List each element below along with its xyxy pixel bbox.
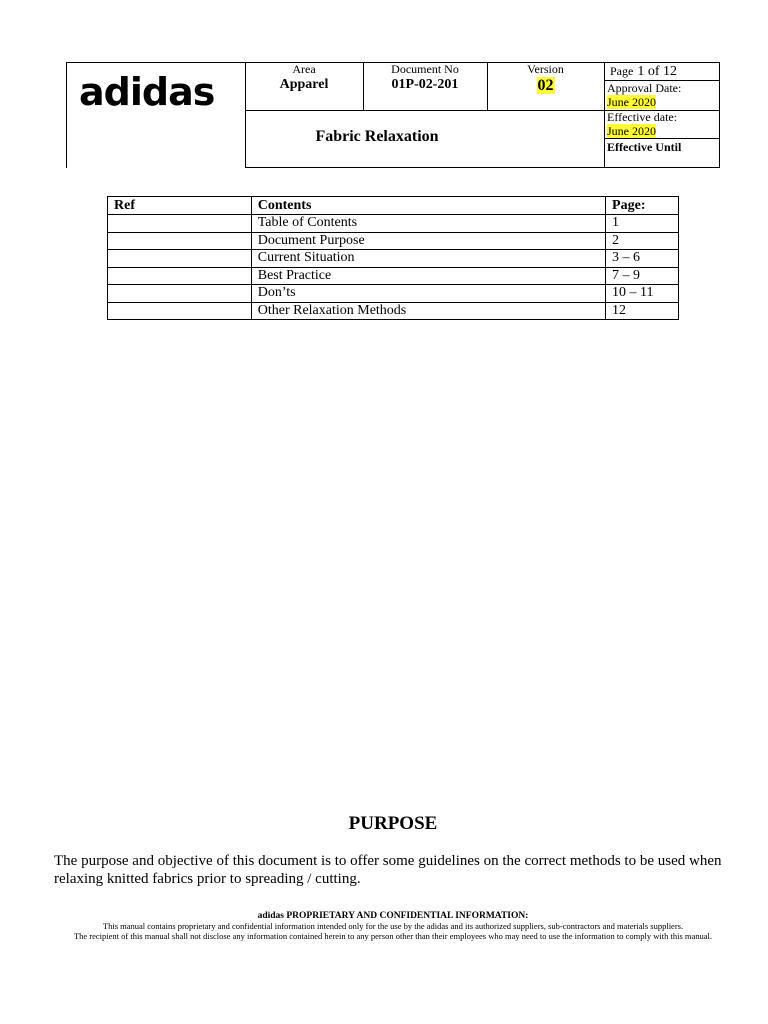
area-label: Area	[292, 62, 316, 76]
page-prefix: Page	[610, 64, 634, 78]
toc-page: 7 – 9	[606, 267, 679, 285]
document-no-value: 01P-02-201	[391, 77, 459, 92]
footer-brand: adidas	[257, 911, 284, 921]
area-value: Apparel	[279, 77, 329, 92]
table-row	[108, 215, 679, 233]
toc-contents: Table of Contents	[251, 215, 605, 233]
document-title: Fabric Relaxation	[315, 128, 439, 145]
toc-contents: Document Purpose	[251, 232, 605, 250]
approval-date-value: June 2020	[607, 95, 656, 109]
toc-page: 12	[606, 302, 679, 320]
toc-ref	[108, 215, 252, 233]
effective-date-value: June 2020	[607, 124, 656, 138]
table-row	[108, 302, 679, 320]
toc-page: 10 – 11	[606, 285, 679, 303]
version-value: 02	[537, 77, 554, 94]
table-of-contents	[107, 196, 679, 320]
toc-contents: Other Relaxation Methods	[251, 302, 605, 320]
footer-line-1: This manual contains proprietary and confidential information intended only for the use by the adidas and its authorized suppliers, sub-contractors and materials suppliers.	[102, 921, 684, 931]
page-indicator	[610, 62, 677, 80]
document-no-label: Document No	[391, 62, 459, 76]
toc-ref	[108, 302, 252, 320]
toc-ref	[108, 250, 252, 268]
toc-page: 1	[606, 215, 679, 233]
footer-title	[60, 911, 726, 921]
toc-page: 3 – 6	[606, 250, 679, 268]
table-row	[108, 267, 679, 285]
toc-ref	[108, 232, 252, 250]
confidentiality-footer	[60, 911, 726, 941]
table-row	[108, 285, 679, 303]
toc-header-ref: Ref	[108, 197, 252, 215]
page-value: 1 of 12	[637, 64, 677, 79]
toc-page: 2	[606, 232, 679, 250]
toc-ref	[108, 285, 252, 303]
toc-header-page: Page:	[606, 197, 679, 215]
table-row	[108, 232, 679, 250]
adidas-logo: adidas	[79, 70, 215, 114]
effective-date-label: Effective date:	[607, 110, 678, 124]
toc-ref	[108, 267, 252, 285]
footer-title-text: PROPRIETARY AND CONFIDENTIAL INFORMATION:	[286, 911, 529, 921]
table-row	[108, 250, 679, 268]
purpose-heading: PURPOSE	[348, 813, 438, 834]
version-label: Version	[527, 62, 564, 76]
effective-until-label: Effective Until	[607, 140, 682, 154]
toc-header-row	[108, 197, 679, 215]
approval-date-label: Approval Date:	[607, 81, 682, 95]
toc-contents: Don’ts	[251, 285, 605, 303]
toc-contents: Current Situation	[251, 250, 605, 268]
footer-line-2: The recipient of this manual shall not disclose any information contained herein to any person other than their employees who may need to use the information to comply with this manual.	[73, 931, 713, 941]
toc-header-contents: Contents	[251, 197, 605, 215]
toc-contents: Best Practice	[251, 267, 605, 285]
purpose-text: The purpose and objective of this document is to offer some guidelines on the correct methods to be used when relaxing knitted fabrics prior to spreading / cutting.	[54, 853, 722, 887]
